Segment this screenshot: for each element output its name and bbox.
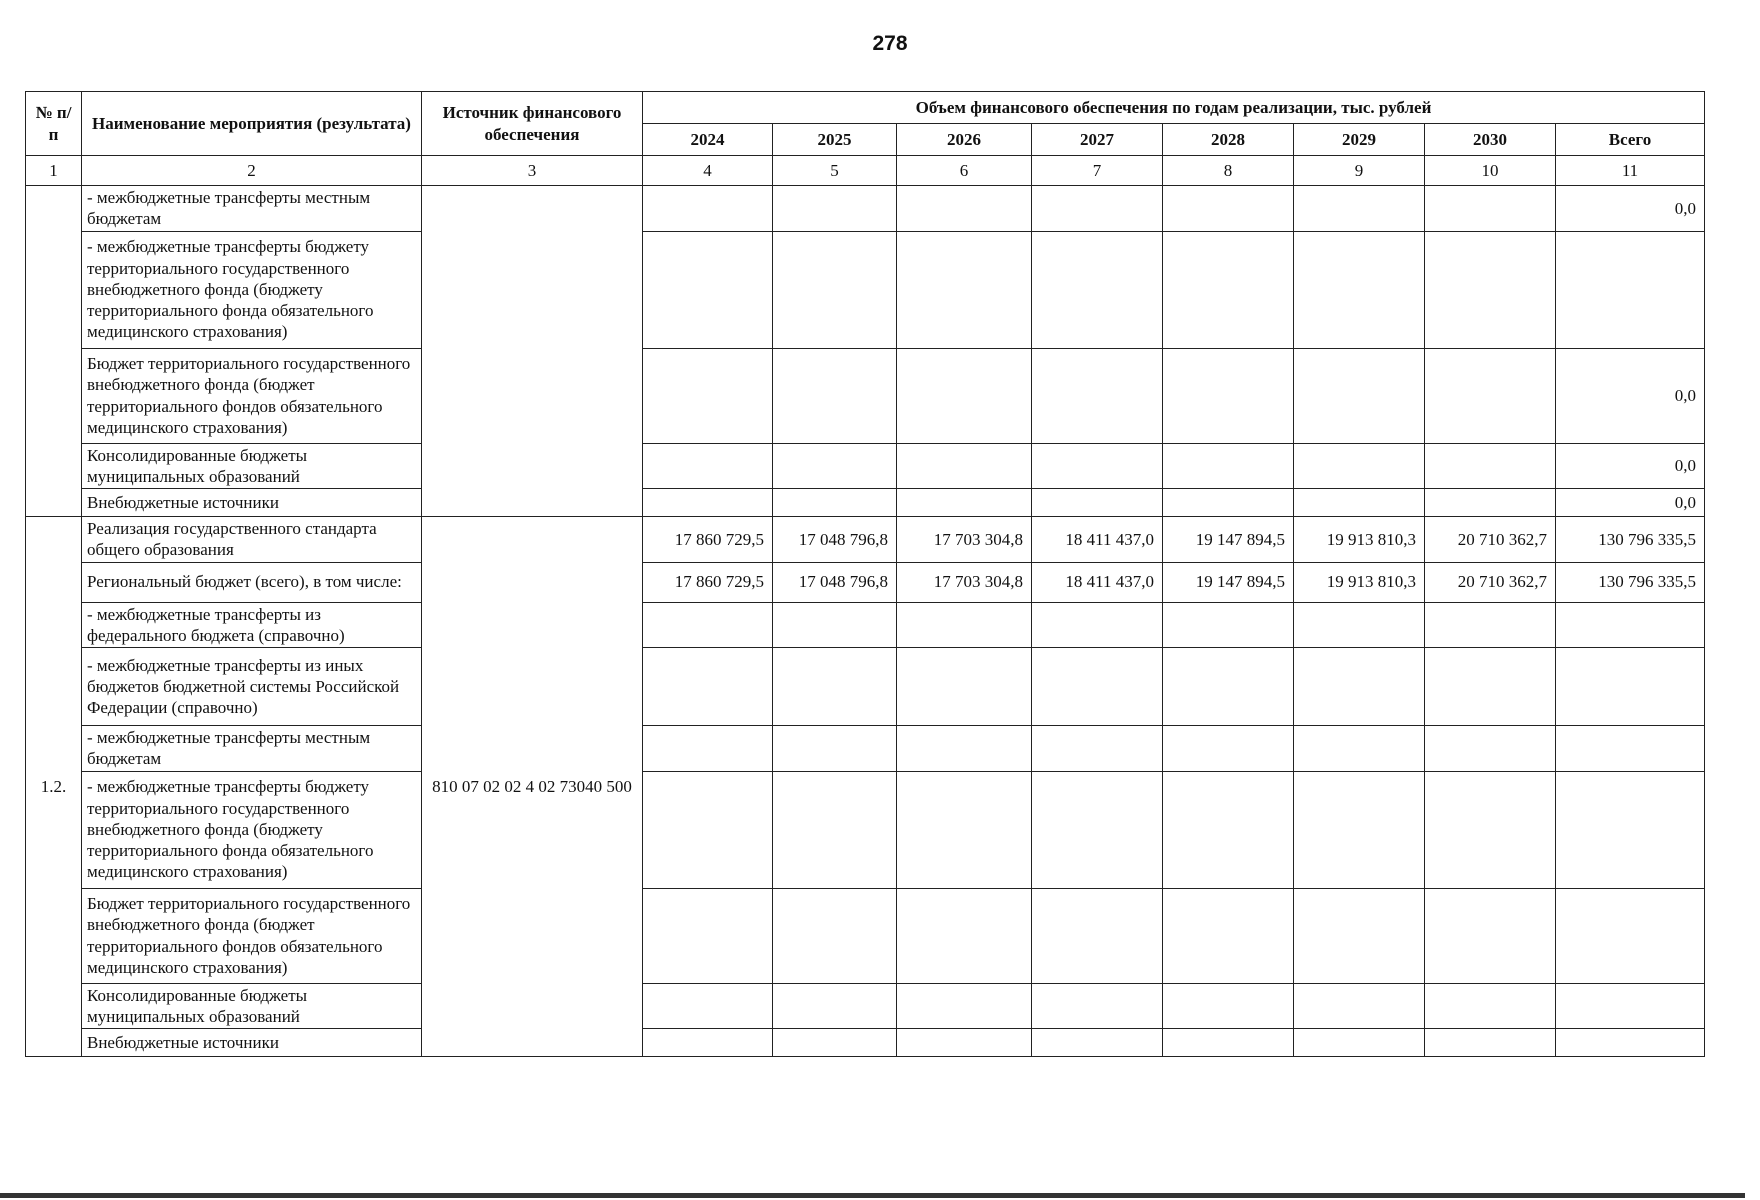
year-value [1425,231,1556,348]
year-value [773,489,897,517]
year-value [1294,186,1425,232]
year-value [643,489,773,517]
year-value [1294,726,1425,772]
year-value: 19 913 810,3 [1294,517,1425,563]
column-number: 11 [1556,156,1705,186]
year-value [897,771,1032,888]
row-name: Внебюджетные источники [82,489,422,517]
year-value [1032,602,1163,648]
row-name: Консолидированные бюджеты муниципальных образований [82,983,422,1029]
year-value [773,1029,897,1057]
year-value: 18 411 437,0 [1032,517,1163,563]
previous-section [26,186,1705,517]
table-row [26,648,1705,726]
year-value [1425,771,1556,888]
table-row [26,186,1705,232]
column-number: 1 [26,156,82,186]
column-number: 3 [422,156,643,186]
year-value [1032,771,1163,888]
year-value: 17 703 304,8 [897,517,1032,563]
year-value [1032,648,1163,726]
year-value [1032,489,1163,517]
year-value [1425,443,1556,489]
year-value [643,648,773,726]
year-value: 17 703 304,8 [897,562,1032,602]
year-value [1032,186,1163,232]
year-value: 20 710 362,7 [1425,517,1556,563]
total-value [1556,602,1705,648]
row-name: - межбюджетные трансферты из иных бюджетов бюджетной системы Российской Федерации (справочно) [82,648,422,726]
year-value [643,983,773,1029]
row-name: - межбюджетные трансферты из федерального бюджета (справочно) [82,602,422,648]
year-value [1163,489,1294,517]
row-name: - межбюджетные трансферты местным бюджетам [82,186,422,232]
header-col-volume: Объем финансового обеспечения по годам реализации, тыс. рублей [643,92,1705,124]
total-value: 0,0 [1556,443,1705,489]
column-number: 8 [1163,156,1294,186]
column-number: 7 [1032,156,1163,186]
table-row [26,602,1705,648]
column-number: 4 [643,156,773,186]
header-col-no: № п/п [26,92,82,156]
year-value [897,602,1032,648]
year-value [897,648,1032,726]
year-value [643,1029,773,1057]
table-row [26,888,1705,983]
header-year: 2026 [897,124,1032,156]
year-value [1163,186,1294,232]
table-row [26,726,1705,772]
total-value: 130 796 335,5 [1556,517,1705,563]
table-row [26,443,1705,489]
year-value [1163,348,1294,443]
source-code [422,186,643,517]
year-value: 20 710 362,7 [1425,562,1556,602]
year-value [1163,888,1294,983]
table-row [26,348,1705,443]
year-value [1163,726,1294,772]
column-number: 5 [773,156,897,186]
column-number: 9 [1294,156,1425,186]
year-value [773,888,897,983]
year-value [1163,443,1294,489]
total-value [1556,888,1705,983]
section-1-2 [26,517,1705,1057]
year-value [773,602,897,648]
page-number: 278 [872,32,908,55]
total-value [1556,1029,1705,1057]
total-value: 0,0 [1556,348,1705,443]
year-value [1163,602,1294,648]
year-value [643,443,773,489]
row-name: - межбюджетные трансферты местным бюджетам [82,726,422,772]
year-value [1032,443,1163,489]
total-value: 130 796 335,5 [1556,562,1705,602]
year-value: 17 048 796,8 [773,517,897,563]
year-value [1294,348,1425,443]
row-name: Региональный бюджет (всего), в том числе: [82,562,422,602]
year-value [897,983,1032,1029]
total-value [1556,983,1705,1029]
total-value: 0,0 [1556,186,1705,232]
table-row [26,231,1705,348]
year-value [643,186,773,232]
table-row [26,562,1705,602]
header-year: 2030 [1425,124,1556,156]
year-value [1294,602,1425,648]
year-value: 19 147 894,5 [1163,562,1294,602]
year-value: 19 147 894,5 [1163,517,1294,563]
year-value [897,231,1032,348]
row-name: Консолидированные бюджеты муниципальных образований [82,443,422,489]
source-code: 810 07 02 02 4 02 73040 500 [422,517,643,1057]
year-value [1294,983,1425,1029]
year-value: 17 860 729,5 [643,562,773,602]
year-value [643,602,773,648]
row-name: - межбюджетные трансферты бюджету территориального государственного внебюджетного фонда (бюджету территориального фонда обязательного медицинского страхования) [82,771,422,888]
year-value [1163,231,1294,348]
total-value [1556,771,1705,888]
table-row [26,517,1705,563]
column-number: 10 [1425,156,1556,186]
row-number [26,186,82,517]
header-col-source: Источник финансового обеспечения [422,92,643,156]
year-value [897,348,1032,443]
row-name: Внебюджетные источники [82,1029,422,1057]
year-value [1032,231,1163,348]
year-value [1425,726,1556,772]
header-col-name: Наименование мероприятия (результата) [82,92,422,156]
column-number: 6 [897,156,1032,186]
table-row [26,983,1705,1029]
year-value [897,726,1032,772]
year-value [773,983,897,1029]
year-value [1032,983,1163,1029]
year-value [1163,771,1294,888]
scan-bottom-edge [0,1193,1745,1198]
year-value [1425,489,1556,517]
year-value [643,348,773,443]
column-number: 2 [82,156,422,186]
header-year: 2024 [643,124,773,156]
year-value [897,1029,1032,1057]
total-value [1556,648,1705,726]
year-value [1032,1029,1163,1057]
year-value [897,888,1032,983]
year-value [1032,888,1163,983]
row-number: 1.2. [26,517,82,1057]
year-value: 17 860 729,5 [643,517,773,563]
year-value [773,348,897,443]
year-value [1425,602,1556,648]
row-name: Бюджет территориального государственного внебюджетного фонда (бюджет территориального фондов обязательного медицинского страхования) [82,348,422,443]
row-name: - межбюджетные трансферты бюджету территориального государственного внебюджетного фонда (бюджету территориального фонда обязательного медицинского страхования) [82,231,422,348]
year-value [1294,443,1425,489]
year-value [1425,648,1556,726]
year-value [1425,983,1556,1029]
year-value [1294,489,1425,517]
year-value [1163,1029,1294,1057]
year-value [1294,1029,1425,1057]
year-value [1294,888,1425,983]
row-name: Бюджет территориального государственного внебюджетного фонда (бюджет территориального фондов обязательного медицинского страхования) [82,888,422,983]
year-value [643,771,773,888]
row-name: Реализация государственного стандарта общего образования [82,517,422,563]
year-value [1163,648,1294,726]
header-year: 2027 [1032,124,1163,156]
year-value [1425,186,1556,232]
year-value: 17 048 796,8 [773,562,897,602]
year-value [897,443,1032,489]
year-value: 19 913 810,3 [1294,562,1425,602]
table-row [26,489,1705,517]
year-value: 18 411 437,0 [1032,562,1163,602]
year-value [643,231,773,348]
year-value [1163,983,1294,1029]
header-year: 2029 [1294,124,1425,156]
year-value [643,888,773,983]
year-value [897,489,1032,517]
table-row [26,771,1705,888]
total-value [1556,726,1705,772]
year-value [1425,1029,1556,1057]
year-value [773,726,897,772]
year-value [1425,888,1556,983]
total-value [1556,231,1705,348]
header-year: 2028 [1163,124,1294,156]
year-value [1425,348,1556,443]
year-value [1294,231,1425,348]
year-value [773,186,897,232]
table-row [26,1029,1705,1057]
year-value [773,231,897,348]
year-value [1032,348,1163,443]
year-value [643,726,773,772]
year-value [1294,648,1425,726]
year-value [773,771,897,888]
year-value [1032,726,1163,772]
total-value: 0,0 [1556,489,1705,517]
year-value [1294,771,1425,888]
header-total: Всего [1556,124,1705,156]
budget-table [25,91,1705,1057]
year-value [773,648,897,726]
header-year: 2025 [773,124,897,156]
year-value [773,443,897,489]
year-value [897,186,1032,232]
